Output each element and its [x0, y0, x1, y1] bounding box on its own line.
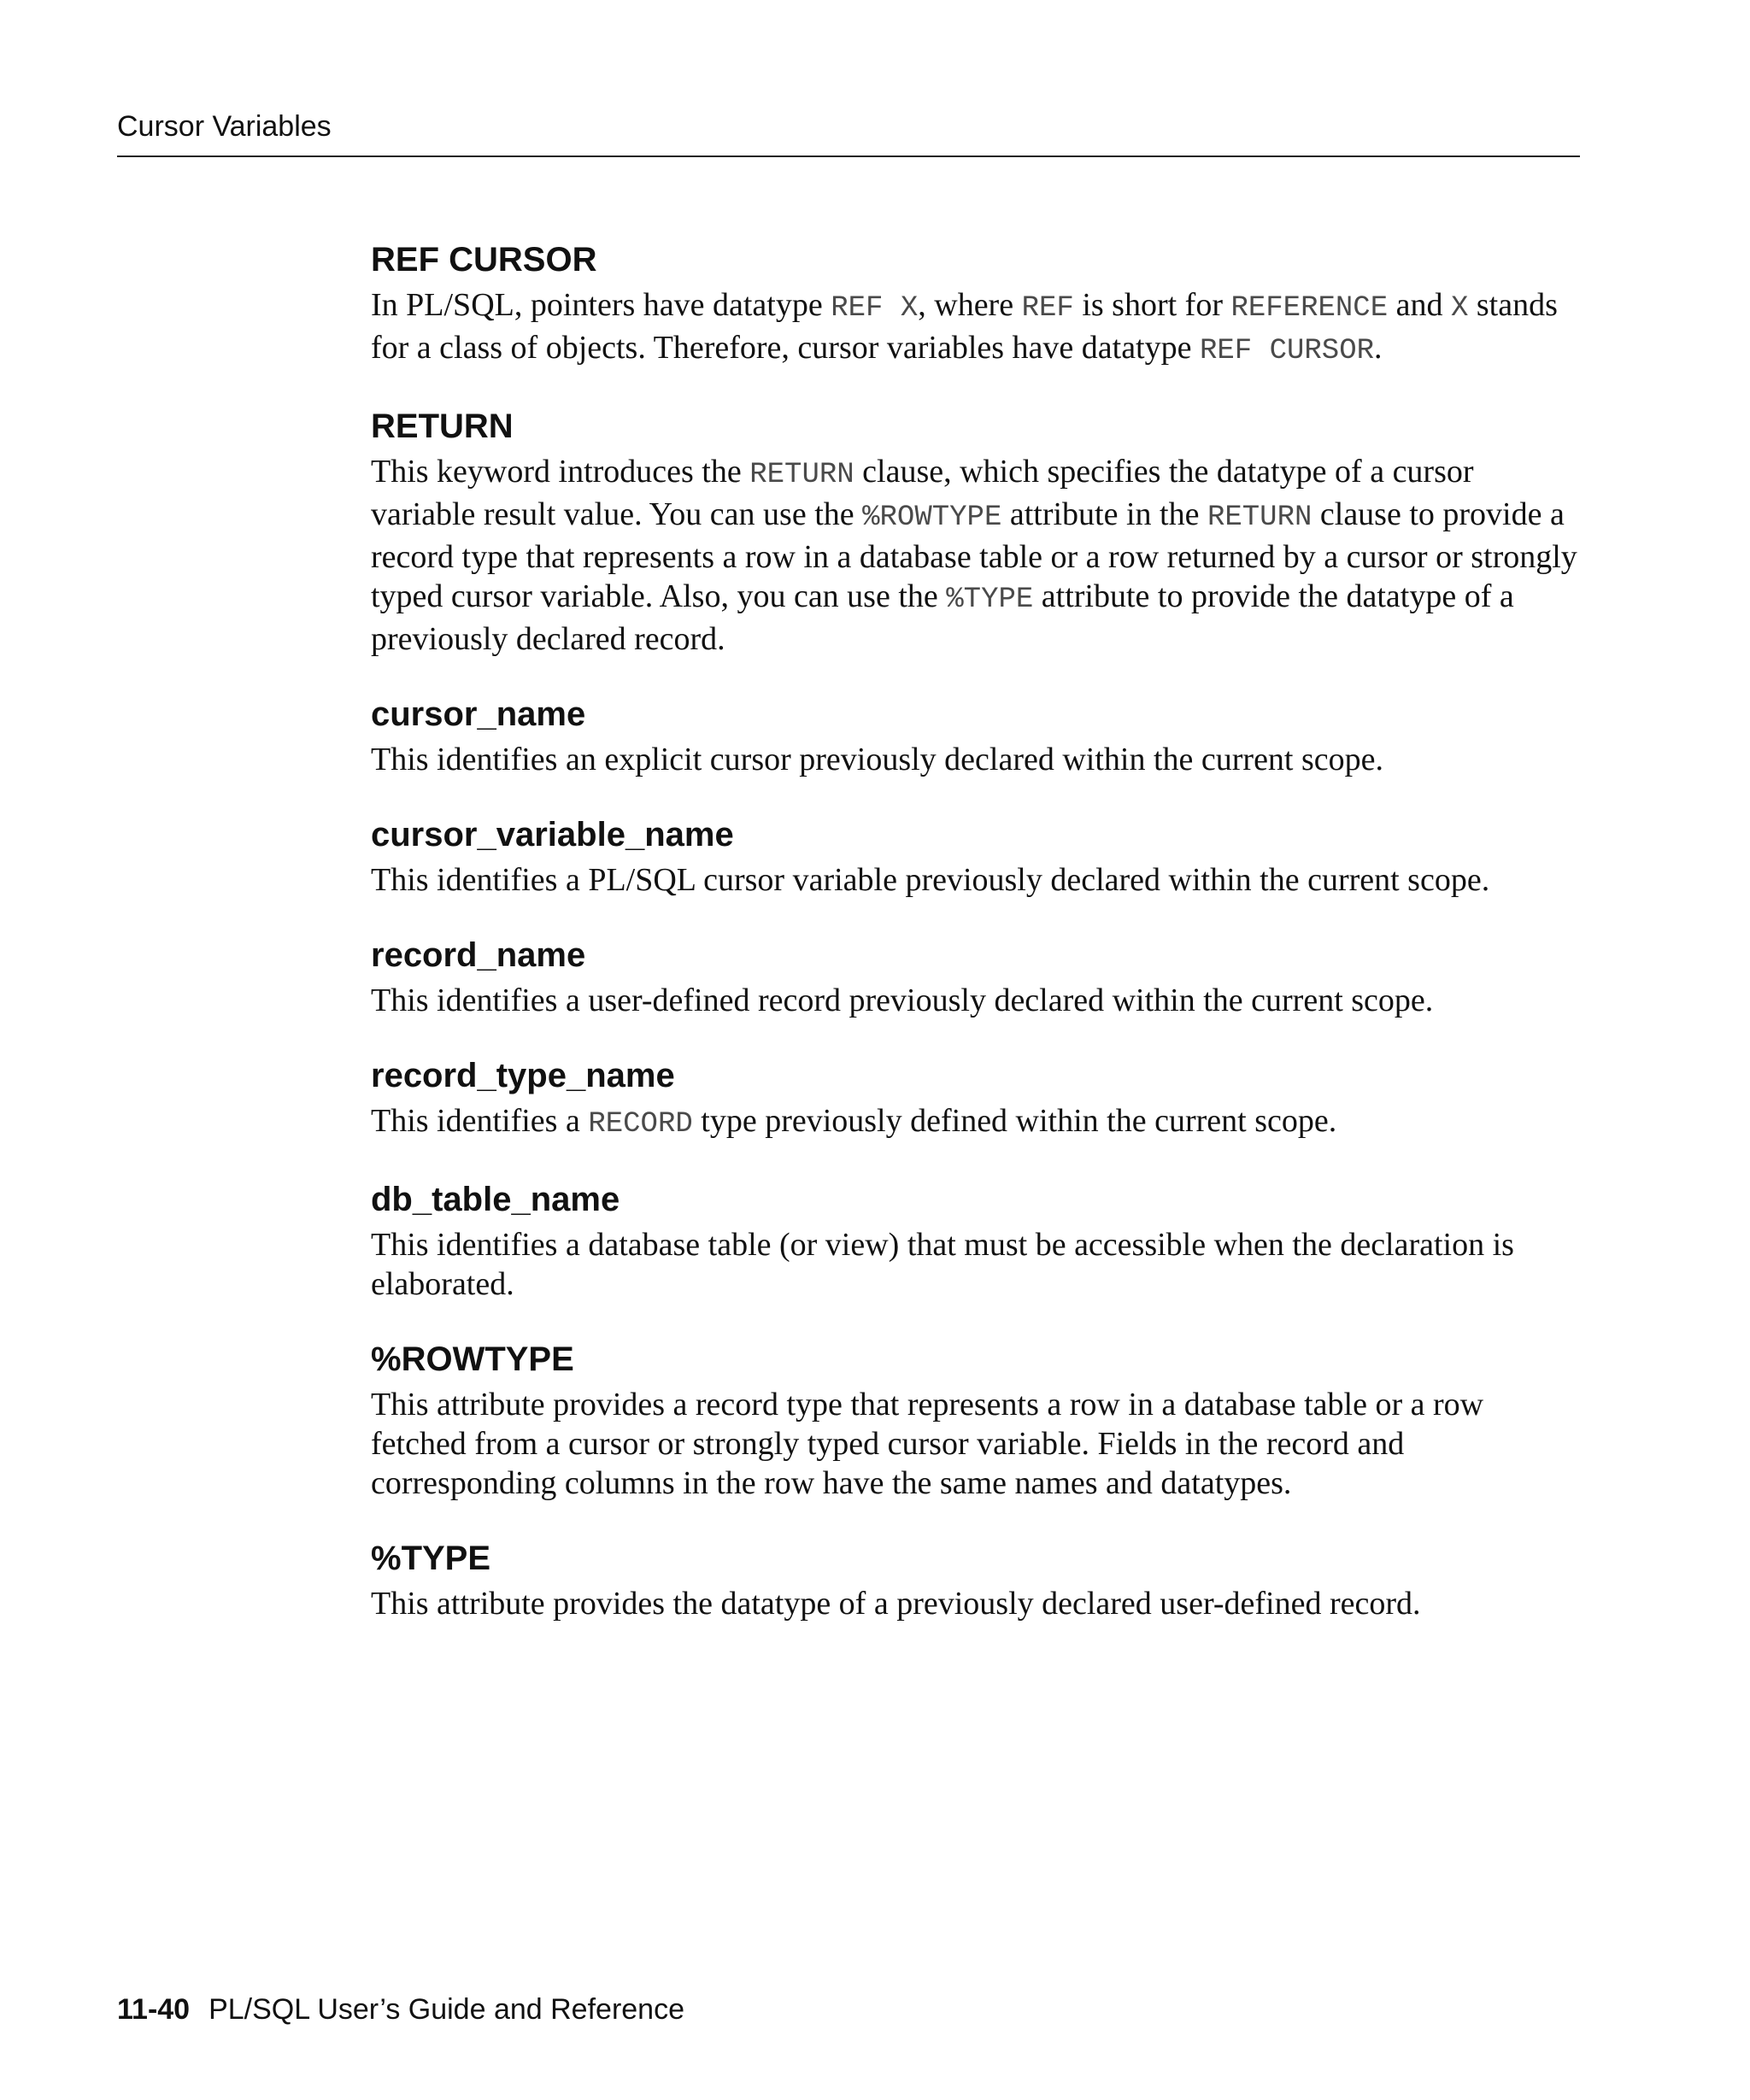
code-term: RETURN — [749, 459, 854, 491]
body-text: This identifies a — [371, 1103, 589, 1139]
code-term: REFERENCE — [1230, 292, 1389, 325]
running-header: Cursor Variables — [117, 110, 332, 143]
body-text: attribute in the — [1001, 496, 1207, 532]
body-text: This identifies a database table (or view) that must be accessible when the declaration is elaborated. — [371, 1227, 1514, 1302]
entry-heading: REF CURSOR — [371, 241, 597, 279]
entry-description — [371, 860, 1584, 900]
entry-heading: %ROWTYPE — [371, 1340, 574, 1378]
body-text: In PL/SQL, pointers have datatype — [371, 287, 831, 323]
document-body — [371, 239, 1584, 1658]
code-term: REF — [1021, 292, 1074, 325]
code-term: %TYPE — [946, 584, 1034, 616]
body-text: type previously defined within the current scope. — [692, 1103, 1337, 1139]
entry-ref-cursor — [371, 239, 1584, 371]
code-term: RECORD — [588, 1108, 693, 1141]
code-term: RETURN — [1207, 502, 1312, 534]
entry-db-table-name — [371, 1179, 1584, 1304]
code-term: REF CURSOR — [1199, 335, 1375, 367]
entry-heading: cursor_name — [371, 695, 586, 733]
entry-heading: db_table_name — [371, 1181, 620, 1218]
body-text: , where — [918, 287, 1022, 323]
body-text: This attribute provides the datatype of a previously declared user-defined record. — [371, 1586, 1421, 1622]
entry-record-name — [371, 935, 1584, 1020]
header-rule — [117, 155, 1580, 157]
page-number: 11-40 — [117, 1993, 191, 2026]
entry-description — [371, 452, 1584, 659]
entry-cursor-name — [371, 694, 1584, 779]
entry-heading: RETURN — [371, 408, 514, 445]
body-text: attribute to provide the datatype of a previously declared record. — [371, 578, 1514, 657]
body-text: clause, which specifies the datatype of a cursor variable result value. You can use the — [371, 454, 1474, 532]
code-term: REF X — [831, 292, 919, 325]
entry-description — [371, 1225, 1584, 1304]
body-text: and — [1388, 287, 1451, 323]
entry-heading: %TYPE — [371, 1540, 491, 1577]
body-text: This identifies an explicit cursor previously declared within the current scope. — [371, 742, 1384, 777]
entry-description — [371, 1385, 1584, 1503]
entry-return — [371, 406, 1584, 659]
body-text: This keyword introduces the — [371, 454, 750, 490]
body-text: stands for a class of objects. Therefore, cursor variables have datatype — [371, 287, 1558, 366]
book-title: PL/SQL User’s Guide and Reference — [208, 1993, 684, 2026]
entry-description — [371, 740, 1584, 779]
entry-description — [371, 1101, 1584, 1144]
entry-cursor-variable-name — [371, 814, 1584, 900]
code-term: X — [1450, 292, 1469, 325]
entry-heading: cursor_variable_name — [371, 816, 734, 853]
body-text: is short for — [1073, 287, 1231, 323]
code-term: %ROWTYPE — [862, 502, 1002, 534]
entry-description — [371, 285, 1584, 371]
entry-rowtype — [371, 1339, 1584, 1503]
body-text: This identifies a user-defined record previously declared within the current scope. — [371, 983, 1434, 1018]
entry-description — [371, 1584, 1584, 1623]
entry-heading: record_name — [371, 936, 586, 974]
body-text: This attribute provides a record type that represents a row in a database table or a row fetched from a cursor or strongly typed cursor variable. Fields in the record and corresponding columns in the row have the same names and datatypes. — [371, 1387, 1484, 1501]
entry-type — [371, 1538, 1584, 1623]
body-text: This identifies a PL/SQL cursor variable previously declared within the current scope. — [371, 862, 1490, 898]
entry-heading: record_type_name — [371, 1057, 675, 1094]
entry-record-type-name — [371, 1055, 1584, 1144]
entry-description — [371, 981, 1584, 1020]
body-text: . — [1374, 330, 1383, 366]
running-footer — [117, 1992, 684, 2027]
body-text: clause to provide a record type that represents a row in a database table or a row returned by a cursor or strongly typed cursor variable. Also, you can use the — [371, 496, 1577, 614]
